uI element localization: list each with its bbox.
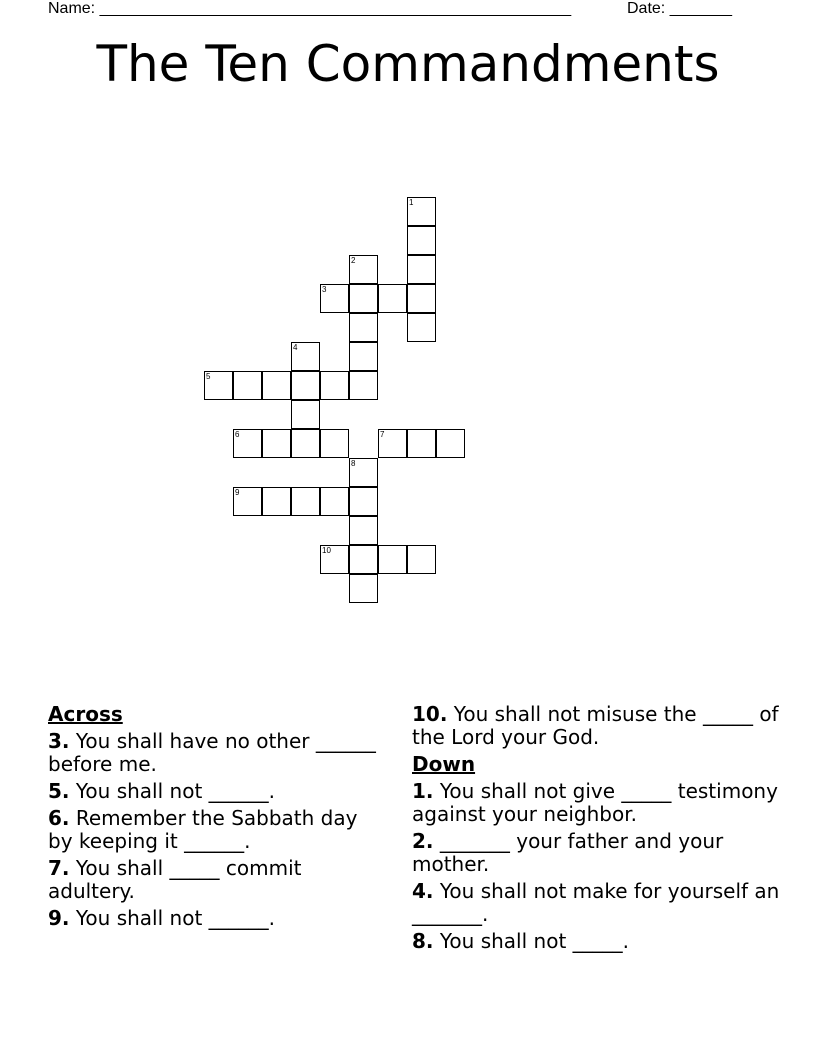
cell-number: 1 [409,198,414,207]
clue-text: You shall not make for yourself an _______. [412,879,780,926]
crossword-cell[interactable] [320,487,349,516]
crossword-cell[interactable] [349,545,378,574]
crossword-cell[interactable] [320,429,349,458]
clue-down-2 [412,830,782,876]
clue-across-7 [48,857,388,903]
cell-number: 8 [351,459,356,468]
clue-text: Remember the Sabbath day by keeping it ______. [48,806,358,853]
crossword-cell[interactable] [204,371,233,400]
clue-number: 2. [412,829,434,853]
clue-number: 7. [48,856,70,880]
cell-number: 4 [293,343,298,352]
crossword-cell[interactable] [436,429,465,458]
crossword-cell[interactable] [349,458,378,487]
crossword-cell[interactable] [378,545,407,574]
crossword-cell[interactable] [407,284,436,313]
clue-down-8 [412,930,782,953]
clue-text: You shall not _____. [433,929,629,953]
crossword-cell[interactable] [291,487,320,516]
page-title: The Ten Commandments [96,35,720,93]
cell-number: 7 [380,430,385,439]
crossword-cell[interactable] [291,429,320,458]
crossword-cell[interactable] [349,313,378,342]
cell-number: 6 [235,430,240,439]
crossword-cell[interactable] [349,284,378,313]
crossword-cell[interactable] [407,545,436,574]
crossword-cell[interactable] [262,487,291,516]
crossword-cell[interactable] [320,545,349,574]
cell-number: 5 [206,372,211,381]
crossword-cell[interactable] [349,574,378,603]
crossword-cell[interactable] [233,371,262,400]
crossword-cell[interactable] [320,284,349,313]
crossword-cell[interactable] [407,313,436,342]
clue-down-4 [412,880,782,926]
across-heading: Across [48,702,123,726]
clue-number: 4. [412,879,434,903]
clue-across-5 [48,780,388,803]
crossword-cell[interactable] [291,400,320,429]
date-field-label: Date: _______ [627,0,732,17]
clue-text: You shall not ______. [69,906,275,930]
clue-text: _______ your father and your mother. [412,829,724,876]
clue-number: 3. [48,729,70,753]
crossword-cell[interactable] [407,197,436,226]
clue-text: You shall not ______. [69,779,275,803]
clue-across-6 [48,807,388,853]
crossword-cell[interactable] [378,429,407,458]
crossword-cell[interactable] [407,226,436,255]
clue-number: 5. [48,779,70,803]
clues-right-column [412,703,782,957]
cell-number: 3 [322,285,327,294]
clue-number: 8. [412,929,434,953]
clue-text: You shall _____ commit adultery. [48,856,302,903]
clue-across-9 [48,907,388,930]
crossword-cell[interactable] [407,429,436,458]
clue-down-1 [412,780,782,826]
cell-number: 2 [351,256,356,265]
clue-number: 1. [412,779,434,803]
clue-text: You shall not give _____ testimony against your neighbor. [412,779,778,826]
crossword-cell[interactable] [320,371,349,400]
clue-number: 6. [48,806,70,830]
down-heading: Down [412,752,476,776]
crossword-cell[interactable] [349,255,378,284]
crossword-cell[interactable] [349,342,378,371]
crossword-cell[interactable] [349,487,378,516]
crossword-cell[interactable] [291,342,320,371]
clue-text: You shall not misuse the _____ of the Lord your God. [412,702,779,749]
crossword-cell[interactable] [262,371,291,400]
crossword-cell[interactable] [407,255,436,284]
clue-across-3 [48,730,388,776]
clues-left-column [48,703,388,934]
crossword-cell[interactable] [262,429,291,458]
crossword-cell[interactable] [233,429,262,458]
crossword-cell[interactable] [233,487,262,516]
clue-number: 10. [412,702,448,726]
cell-number: 9 [235,488,240,497]
cell-number: 10 [322,546,331,555]
crossword-cell[interactable] [349,516,378,545]
crossword-cell[interactable] [291,371,320,400]
clue-number: 9. [48,906,70,930]
name-field-label: Name: _____________________________________________________ [48,0,572,17]
crossword-cell[interactable] [378,284,407,313]
crossword-cell[interactable] [349,371,378,400]
clue-text: You shall have no other ______ before me. [48,729,376,776]
clue-across-10 [412,703,782,749]
